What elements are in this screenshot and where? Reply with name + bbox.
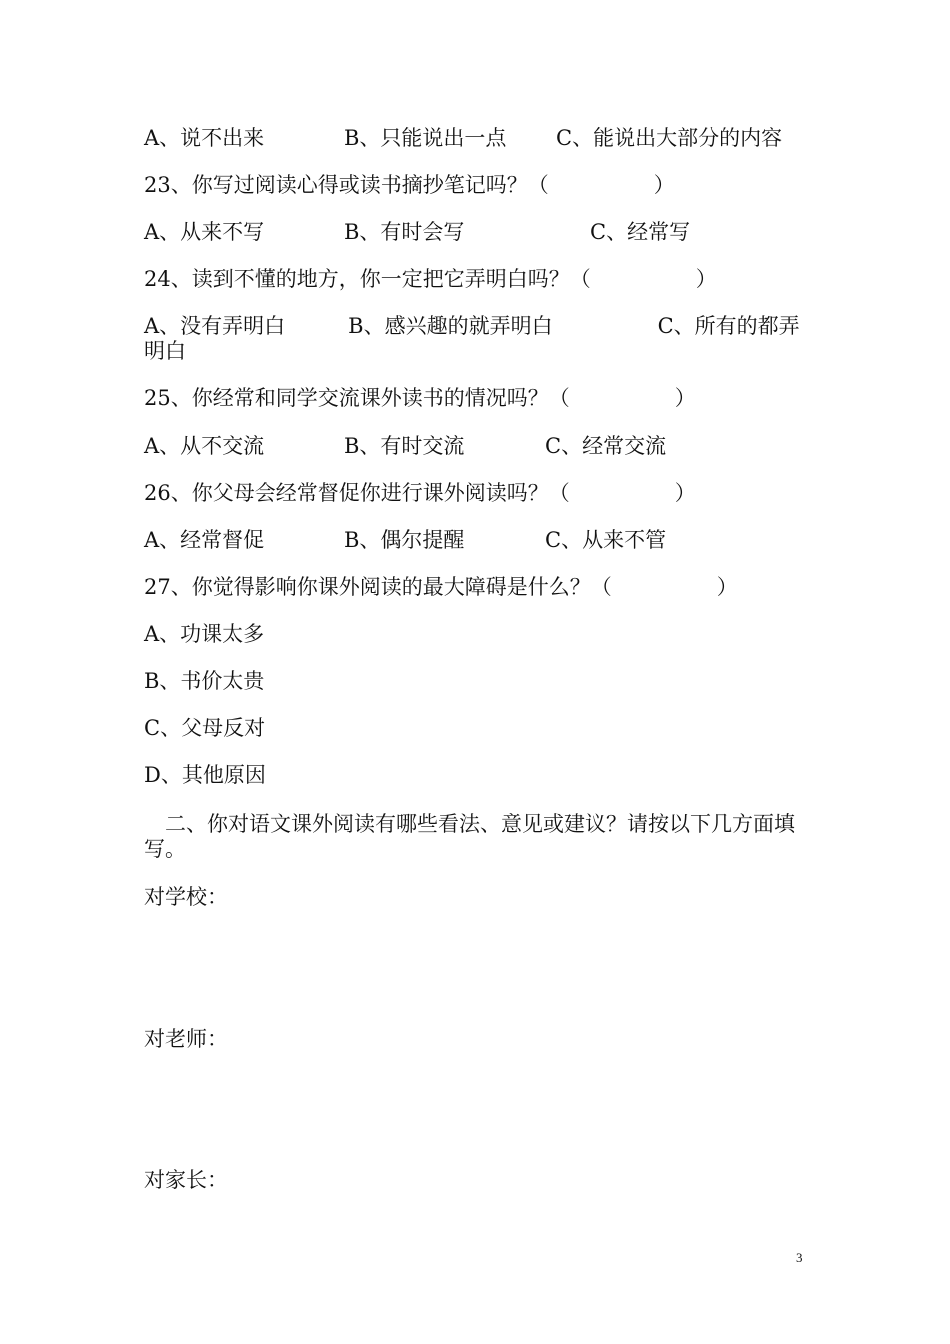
q25-question: 25、你经常和同学交流课外读书的情况吗？（ ）: [144, 386, 696, 410]
q27-option-d: D、其他原因: [144, 763, 266, 787]
q27-option-c: C、父母反对: [144, 716, 266, 740]
section2-instruction: 二、你对语文课外阅读有哪些看法、意见或建议？请按以下几方面填写。: [144, 812, 795, 861]
prompt-school: 对学校：: [144, 885, 228, 909]
prompt-teacher: 对老师：: [144, 1027, 228, 1051]
q26-question: 26、你父母会经常督促你进行课外阅读吗？（ ）: [144, 481, 696, 505]
q22-option-c: C、能说出大部分的内容: [556, 126, 783, 150]
q26-option-c: C、从来不管: [545, 528, 667, 552]
q26-option-a: A、经常督促: [144, 528, 265, 552]
q26-option-b: B、偶尔提醒: [344, 528, 465, 552]
q25-option-a: A、从不交流: [144, 434, 265, 458]
prompt-parents: 对家长：: [144, 1168, 228, 1192]
q27-option-a: A、功课太多: [144, 622, 265, 646]
q23-question: 23、你写过阅读心得或读书摘抄笔记吗？（ ）: [144, 173, 675, 197]
q24-question: 24、读到不懂的地方，你一定把它弄明白吗？（ ）: [144, 267, 717, 291]
q22-option-a: A、说不出来: [144, 126, 265, 150]
q23-option-a: A、从来不写: [144, 220, 265, 244]
q25-option-b: B、有时交流: [344, 434, 465, 458]
q24-options: A、没有弄明白 B、感兴趣的就弄明白 C、所有的都弄明白: [144, 314, 800, 363]
q27-question: 27、你觉得影响你课外阅读的最大障碍是什么？（ ）: [144, 575, 738, 599]
q27-option-b: B、书价太贵: [144, 669, 265, 693]
page-number: 3: [796, 1250, 803, 1265]
q25-option-c: C、经常交流: [545, 434, 667, 458]
q23-option-c: C、经常写: [590, 220, 691, 244]
q22-option-b: B、只能说出一点: [344, 126, 507, 150]
q23-option-b: B、有时会写: [344, 220, 465, 244]
